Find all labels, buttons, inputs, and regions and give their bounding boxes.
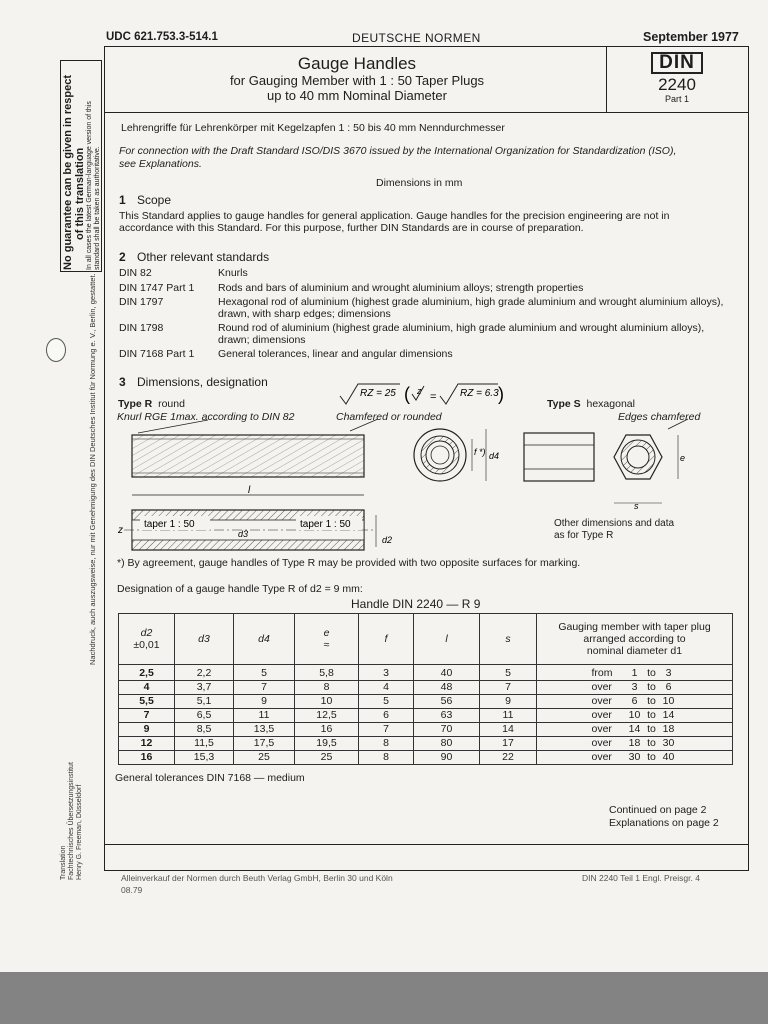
col-l-label: l [445, 633, 448, 645]
end-view-bore [426, 441, 454, 469]
col-s-label: s [505, 633, 511, 645]
table-cell-d2: 4 [119, 681, 175, 695]
continued-note: Continued on page 2 [609, 804, 707, 816]
taper-left-label: taper 1 : 50 [144, 519, 195, 530]
document-title [108, 54, 606, 103]
col-d4 [234, 614, 295, 665]
table-cell-gauging-range [537, 723, 733, 737]
type-s-note-1: Other dimensions and data [554, 518, 675, 529]
table-row [119, 723, 733, 737]
type-s-drawing [518, 415, 743, 515]
footer-rule-top [104, 844, 749, 845]
handle-knurled-body [132, 435, 364, 477]
s-label: s [634, 501, 639, 511]
table-cell-d2: 5,5 [119, 695, 175, 709]
issue-date: September 1977 [643, 30, 739, 44]
col-d2-tolerance: ±0,01 [133, 639, 160, 651]
punch-hole [46, 338, 66, 362]
col-e-label: e [323, 627, 330, 639]
col-d2-label: d2 [140, 627, 153, 639]
table-cell-e: 16 [295, 723, 359, 737]
scope-text-1: This Standard applies to gauge handles for general application. Gauge handles for the precision engineering are not in [119, 210, 670, 222]
type-s-name: Type S [547, 398, 581, 410]
table-cell-d4: 9 [234, 695, 295, 709]
iso-note-line-1: For connection with the Draft Standard ISO/DIS 3670 issued by the International Organization for Standardization (ISO), [119, 145, 677, 157]
table-cell-s: 11 [480, 709, 537, 723]
table-cell-d4: 7 [234, 681, 295, 695]
type-r-label [118, 398, 185, 410]
reprint-notice: Nachdruck, auch auszugsweise, nur mit Genehmigung des DIN Deutsches Institut für Normung e. V., Berlin, gestattet. [88, 273, 97, 665]
range-from: 10 [628, 709, 641, 721]
col-gm-line-1: Gauging member with taper plug [558, 621, 711, 633]
din-part: Part 1 [664, 94, 689, 104]
table-cell-gauging-range [537, 751, 733, 765]
table-cell-d3: 3,7 [175, 681, 234, 695]
table-cell-gauging-range [537, 681, 733, 695]
range-to-word: to [647, 695, 656, 707]
translator-credit-3: Henry G. Freeman, Düsseldorf [76, 784, 83, 880]
table-cell-d2: 2,5 [119, 665, 175, 681]
table-cell-f: 7 [359, 723, 414, 737]
german-title: Lehrengriffe für Lehrenkörper mit Kegelzapfen 1 : 50 bis 40 mm Nenndurchmesser [121, 122, 505, 134]
table-cell-gauging-range [537, 665, 733, 681]
table-cell-l: 48 [414, 681, 480, 695]
range-from: 3 [631, 681, 638, 693]
scope-title: Scope [137, 193, 172, 207]
col-s [480, 614, 537, 665]
type-s-note-2: as for Type R [554, 530, 614, 541]
footer-distribution: Alleinverkauf der Normen durch Beuth Verlag GmbH, Berlin 30 und Köln [121, 873, 393, 883]
range-to-word: to [647, 723, 656, 735]
chamfer-note: Chamfered or rounded [336, 411, 442, 423]
authoritative-note [86, 101, 102, 270]
title-sub-1: for Gauging Member with 1 : 50 Taper Plugs [229, 73, 485, 88]
standards-title: Other relevant standards [137, 250, 270, 264]
range-from: 1 [631, 667, 638, 679]
translation-warning-1: No guarantee can be given in respect [62, 74, 74, 270]
edges-leader [668, 419, 688, 429]
standard-desc: Hexagonal rod of aluminium (highest grade aluminium, high grade aluminium and wrought aluminium alloys), drawn, with sharp edges; dimensions [218, 296, 724, 320]
din-number: 2240 [658, 75, 696, 94]
table-cell-e: 25 [295, 751, 359, 765]
table-row [119, 709, 733, 723]
knurl-leader [138, 420, 208, 433]
dimensions-table [118, 613, 733, 765]
table-cell-d3: 6,5 [175, 709, 234, 723]
scope-heading [119, 193, 171, 207]
range-qualifier: over [591, 751, 612, 763]
col-l [414, 614, 480, 665]
type-s-label [547, 398, 635, 410]
range-to: 18 [662, 723, 675, 735]
table-row [119, 665, 733, 681]
range-from: 6 [631, 695, 638, 707]
col-d3-label: d3 [198, 633, 210, 645]
range-qualifier: over [591, 681, 612, 693]
col-gm-line-3: nominal diameter d1 [586, 645, 683, 657]
table-cell-e: 12,5 [295, 709, 359, 723]
table-cell-s: 22 [480, 751, 537, 765]
table-cell-s: 17 [480, 737, 537, 751]
translator-credit [60, 762, 84, 880]
length-label: l [248, 485, 251, 496]
general-tolerances: General tolerances DIN 7168 — medium [115, 772, 305, 784]
col-d2 [119, 614, 175, 665]
standard-code: DIN 1747 Part 1 [119, 282, 195, 294]
range-qualifier: from [591, 667, 613, 679]
type-s-note [554, 518, 674, 542]
din-logo: DIN [651, 52, 703, 74]
table-cell-d3: 11,5 [175, 737, 234, 751]
translation-warning-2: of this translation [74, 147, 86, 240]
table-cell-f: 5 [359, 695, 414, 709]
table-row [119, 751, 733, 765]
knurl-note: Knurl RGE 1max. according to DIN 82 [117, 411, 295, 423]
dimensions-title: Dimensions, designation [137, 375, 268, 389]
f-label: f *) [474, 447, 486, 457]
standard-desc: Rods and bars of aluminium and wrought aluminium alloys; strength properties [218, 282, 584, 294]
range-to-word: to [647, 751, 656, 763]
type-s-desc: hexagonal [586, 398, 635, 410]
header-divider [606, 46, 607, 112]
table-cell-d4: 13,5 [234, 723, 295, 737]
table-cell-d3: 15,3 [175, 751, 234, 765]
footer-rule-bottom [104, 870, 749, 871]
table-cell-s: 9 [480, 695, 537, 709]
frame-left [104, 46, 105, 870]
range-to: 30 [662, 737, 675, 749]
surface-spec-1: RZ = 25 [360, 388, 396, 399]
authoritative-note-1: In all cases the latest German-language version of this [86, 101, 93, 270]
range-to-word: to [647, 681, 656, 693]
d4-label: d4 [489, 451, 500, 461]
range-qualifier: over [591, 709, 612, 721]
table-cell-s: 5 [480, 665, 537, 681]
organization-name: DEUTSCHE NORMEN [352, 31, 481, 45]
d3-label: d3 [238, 529, 249, 539]
type-r-name: Type R [118, 398, 153, 410]
table-cell-d2: 16 [119, 751, 175, 765]
col-d4-label: d4 [258, 633, 270, 645]
table-header-row [119, 614, 733, 665]
standard-code: DIN 1798 [119, 322, 164, 334]
table-cell-f: 6 [359, 709, 414, 723]
edges-note: Edges chamfered [618, 411, 701, 423]
standard-code: DIN 1797 [119, 296, 164, 308]
d2-label: d2 [382, 535, 393, 545]
standard-code: DIN 7168 Part 1 [119, 348, 195, 360]
col-f-label: f [384, 633, 388, 645]
table-cell-d2: 12 [119, 737, 175, 751]
designation-example: Handle DIN 2240 — R 9 [351, 597, 481, 611]
standard-desc: General tolerances, linear and angular dimensions [218, 348, 453, 360]
range-to-word: to [647, 709, 656, 721]
surface-spec-3: RZ = 6.3 [460, 388, 499, 399]
table-cell-gauging-range [537, 695, 733, 709]
table-cell-l: 70 [414, 723, 480, 737]
scope-number: 1 [119, 193, 126, 207]
range-qualifier: over [591, 723, 612, 735]
e-label: e [680, 453, 686, 463]
table-cell-d4: 5 [234, 665, 295, 681]
table-cell-e: 8 [295, 681, 359, 695]
type-r-desc: round [158, 398, 185, 410]
taper-right-label: taper 1 : 50 [300, 519, 351, 530]
equals-sign: = [430, 391, 437, 403]
range-to-word: to [647, 737, 656, 749]
table-cell-d2: 7 [119, 709, 175, 723]
title-sub-2: up to 40 mm Nominal Diameter [267, 88, 447, 103]
range-to: 10 [662, 695, 675, 707]
chamfer-leader [350, 419, 378, 431]
table-cell-d2: 9 [119, 723, 175, 737]
type-r-drawing [118, 415, 518, 555]
range-to: 40 [662, 751, 675, 763]
col-d3 [175, 614, 234, 665]
header-rule-bottom [104, 112, 749, 113]
scope-text-2: accordance with this Standard. For this purpose, further DIN Standards are in course of preparation. [119, 222, 584, 234]
dimensions-note: Dimensions in mm [376, 177, 463, 189]
table-cell-d4: 11 [234, 709, 295, 723]
din-designation [608, 48, 746, 104]
hex-end-bore [627, 446, 649, 468]
table-cell-s: 14 [480, 723, 537, 737]
range-to: 3 [665, 667, 672, 679]
col-gauging-member [537, 614, 733, 665]
table-cell-l: 90 [414, 751, 480, 765]
footer-code: 08.79 [121, 885, 143, 895]
close-paren: ) [498, 384, 504, 404]
table-cell-d4: 25 [234, 751, 295, 765]
z-label: z [118, 525, 123, 536]
range-to: 14 [662, 709, 675, 721]
dimensions-number: 3 [119, 375, 126, 389]
table-cell-d3: 8,5 [175, 723, 234, 737]
header-rule-top [104, 46, 749, 47]
range-qualifier: over [591, 695, 612, 707]
table-cell-d3: 2,2 [175, 665, 234, 681]
table-row [119, 737, 733, 751]
table-cell-e: 5,8 [295, 665, 359, 681]
hex-side-view [524, 433, 594, 481]
range-qualifier: over [591, 737, 612, 749]
surface-spec-2: z [417, 386, 422, 396]
explanations-note: Explanations on page 2 [609, 817, 719, 829]
dimensions-heading [119, 375, 268, 389]
table-cell-d3: 5,1 [175, 695, 234, 709]
table-cell-f: 3 [359, 665, 414, 681]
table-cell-f: 8 [359, 737, 414, 751]
open-paren: ( [404, 384, 410, 404]
range-to: 6 [665, 681, 672, 693]
surface-finish-symbols [338, 380, 508, 410]
translator-credit-1: Translation [60, 845, 67, 880]
standards-number: 2 [119, 250, 126, 264]
title-main: Gauge Handles [297, 54, 417, 73]
standards-heading [119, 250, 269, 264]
iso-note-line-2: see Explanations. [119, 158, 202, 170]
table-cell-gauging-range [537, 709, 733, 723]
udc-number: UDC 621.753.3-514.1 [106, 31, 218, 43]
table-cell-l: 56 [414, 695, 480, 709]
table-cell-e: 19,5 [295, 737, 359, 751]
table-cell-d4: 17,5 [234, 737, 295, 751]
range-from: 18 [628, 737, 641, 749]
table-row [119, 681, 733, 695]
dimensions-table-body [119, 665, 733, 765]
standard-code: DIN 82 [119, 267, 152, 279]
table-cell-s: 7 [480, 681, 537, 695]
table-cell-l: 63 [414, 709, 480, 723]
range-to-word: to [647, 667, 656, 679]
range-from: 30 [628, 751, 641, 763]
authoritative-note-2: standard shall be taken as authoritative. [94, 146, 101, 270]
table-cell-gauging-range [537, 737, 733, 751]
standard-desc: Knurls [218, 267, 248, 279]
table-cell-l: 40 [414, 665, 480, 681]
marking-footnote: *) By agreement, gauge handles of Type R may be provided with two opposite surfaces for marking. [117, 557, 581, 569]
col-e [295, 614, 359, 665]
col-e-approx: ≈ [323, 639, 330, 651]
translator-credit-2: Fachtechnisches Übersetzungsinstitut [68, 762, 75, 880]
designation-text: Designation of a gauge handle Type R of d2 = 9 mm: [117, 583, 363, 595]
scan-bottom-band [0, 972, 768, 1024]
table-cell-f: 4 [359, 681, 414, 695]
col-f [359, 614, 414, 665]
range-from: 14 [628, 723, 641, 735]
standard-desc: Round rod of aluminium (highest grade aluminium, high grade aluminium and wrought aluminium alloys), drawn; dimensions [218, 322, 705, 346]
table-row [119, 695, 733, 709]
frame-right [748, 46, 749, 870]
table-cell-f: 8 [359, 751, 414, 765]
table-cell-e: 10 [295, 695, 359, 709]
col-gm-line-2: arranged according to [583, 633, 686, 645]
footer-price-group: DIN 2240 Teil 1 Engl. Preisgr. 4 [582, 873, 700, 883]
table-cell-l: 80 [414, 737, 480, 751]
